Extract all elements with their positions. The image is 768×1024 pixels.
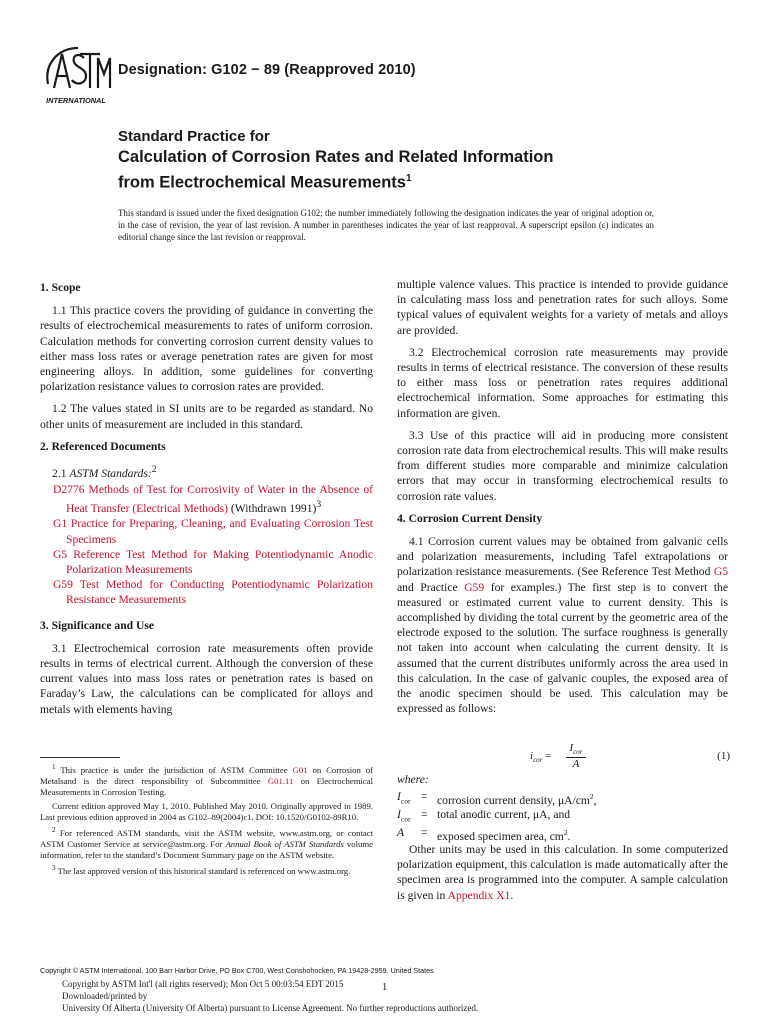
ref-code-link[interactable]: D2776 — [53, 483, 85, 497]
equation-1 — [530, 742, 730, 772]
definition-equals: = — [421, 807, 428, 821]
license-line-1: Copyright by ASTM Int'l (all rights reserved); Mon Oct 5 00:03:54 EDT 2015 — [62, 979, 344, 989]
document-title — [118, 147, 678, 194]
footnotes — [40, 762, 373, 880]
para-3-1: 3.1 Electrochemical corrosion rate measurements often provide results in terms of electrical current. Although the conversion of these current values into mass loss rates or penetration rates is based on Faraday’s Law, the calculations can be complicated for alloys and metals with elements having — [40, 641, 373, 716]
astm-logo-mark — [40, 44, 112, 108]
equation-fraction — [566, 742, 586, 770]
equation-lhs — [530, 750, 551, 764]
title-footnote-mark: 1 — [405, 173, 412, 184]
other-units-text: Other units may be used in this calculation. In some computerized polarization equipment, this calculation is made automatically after the specimen area is programmed into the computer. A sample calculation is given in — [397, 843, 728, 902]
equation-number: (1) — [717, 750, 730, 762]
definition-text — [437, 826, 571, 843]
footnote-2: $^2$ For referenced ASTM standards, visit the ASTM website, www.astm.org, or contact ASTM Customer Service at service@astm.org. For Annual Book of ASTM Standards volume information, refer to the standard’s Document Summary page on the ASTM website. — [40, 825, 373, 861]
para-1-2: 1.2 The values stated in SI units are to be regarded as standard. No other units of measurement are included in this standard. — [40, 402, 373, 431]
para-4-1-text-b: and Practice — [397, 580, 465, 594]
astm-logo — [40, 44, 112, 108]
definition-punctuation: . — [567, 829, 571, 843]
ref-g1 — [40, 516, 373, 546]
definition-superscript: 2 — [589, 792, 594, 801]
para-3-1-continued: multiple valence values. This practice is intended to provide guidance in calculating mass loss and penetration rates for such alloys. Some typical values of equivalent weights for a variety of metals and alloys are provided. — [397, 278, 728, 337]
definition-row — [397, 826, 597, 843]
definition-equals: = — [421, 825, 428, 839]
committee-g01-link[interactable]: G01 — [292, 764, 308, 775]
footnote-1-edition: Current edition approved May 1, 2010. Published May 2010. Originally approved in 1989. Last previous edition approved in 2004 as G102–89(2004)ε1. DOI: 10.1520/G0102-89R10. — [40, 800, 373, 822]
definition-symbol-letter: I — [397, 790, 401, 803]
ref-code-link[interactable]: G1 — [53, 517, 68, 531]
footnote-3-text: The last approved version of this historical standard is referenced on www.astm.org. — [57, 866, 351, 877]
other-units-end: . — [510, 888, 514, 902]
closing-paragraph — [397, 842, 728, 903]
definition-row — [397, 790, 597, 808]
g59-link[interactable]: G59 — [464, 580, 485, 594]
ref-code-link[interactable]: G5 — [53, 547, 68, 561]
definition-text-body: exposed specimen area, cm — [437, 829, 564, 843]
para-4-1 — [397, 534, 728, 716]
footnote-ref-2: 2 — [151, 464, 157, 476]
footnote-1-text: This practice is under the jurisdiction of ASTM Committee — [60, 764, 293, 775]
definition-equals: = — [421, 790, 428, 803]
license-line-2: Downloaded/printed by — [62, 991, 148, 1001]
section-3-heading: 3. Significance and Use — [40, 618, 155, 632]
section-4-heading: 4. Corrosion Current Density — [397, 511, 543, 525]
equation-lhs-subscript: cor — [533, 756, 543, 765]
appendix-x1-link[interactable]: Appendix X1 — [447, 888, 511, 902]
definition-superscript: 2 — [563, 827, 568, 837]
ref-d2776 — [40, 482, 373, 516]
page-number: 1 — [382, 982, 388, 993]
left-column — [40, 277, 373, 724]
definition-symbol-subscript: cor — [400, 796, 411, 806]
copyright-line: Copyright © ASTM International, 100 Barr Harbor Drive, PO Box C700, West Conshohocken, PA 19428-2959. United States — [40, 966, 434, 975]
definition-symbol-letter: I — [397, 807, 401, 821]
footnote-2-text-b: volume information, refer to the standard’s Document Summary page on the ASTM website. — [40, 839, 373, 861]
section-1-heading: 1. Scope — [40, 281, 81, 294]
para-4-1-text-c: for examples.) The first step is to convert the measured or estimated current value to current density. This is accomplished by dividing the total current by the geometric area of the electrode exposed to the solution. The surface roughness is generally not taken into account when calculating the current density. It is assumed that the current distributes uniformly across the area used in this calculation. In the case of galvanic couples, the exposed area of the anodic specimen should be used. This calculation may be expressed as follows: — [397, 580, 729, 716]
equation-numerator-symbol: I — [569, 742, 574, 754]
issuance-note: This standard is issued under the fixed designation G102; the number immediately following the designation indicates the year of original adoption or, in the case of revision, the year of last revision. A number in parentheses indicates the year of last reapproval. A superscript epsilon (ε) indicates an editorial change since the last revision or reapproval. — [118, 208, 654, 242]
para-4-1-text: 4.1 Corrosion current values may be obtained from galvanic cells and polarization measurements, including Tafel extrapolations or polarization resistance measurements. (See Reference Test Method — [397, 535, 728, 579]
para-1-1: 1.1 This practice covers the providing of guidance in converting the results of electrochemical measurements to rates of uniform corrosion. Calculation methods for converting corrosion current density values to either mass loss rates or average penetration rates are given for most engineering alloys. In addition, some guidelines for converting polarization resistance values to corrosion rates are provided. — [40, 304, 373, 394]
ref-title-link[interactable]: Methods of Test for Corrosivity of Water in the Absence of Heat Transfer (Electrical Methods) — [66, 483, 373, 516]
equation-denominator: A — [572, 758, 580, 771]
section-2-heading: 2. Referenced Documents — [40, 439, 166, 453]
footnote-divider — [40, 757, 120, 758]
where-label: where: — [397, 773, 429, 786]
definition-punctuation: , — [593, 793, 597, 807]
ref-title-link[interactable]: Practice for Preparing, Cleaning, and Evaluating Corrosion Test Specimens — [66, 517, 373, 546]
footnote-ref-3: 3 — [316, 499, 322, 511]
ref-code-link[interactable]: G59 — [53, 578, 73, 592]
subcommittee-g01-11-link[interactable]: G01.11 — [267, 776, 294, 787]
footnote-2-text: For referenced ASTM standards, visit the ASTM website, www.astm.org, or contact ASTM Customer Service at service@astm.org. For — [40, 827, 373, 849]
ref-title-link[interactable]: Reference Test Method for Making Potentiodynamic Anodic Polarization Measurements — [66, 547, 373, 576]
ref-title-link[interactable]: Test Method for Conducting Potentiodynamic Polarization Resistance Measurements — [66, 578, 373, 607]
astm-standards-label — [52, 462, 373, 481]
equation-numerator — [566, 742, 586, 758]
footnote-1: $^1$ This practice is under the jurisdiction of ASTM Committee G01 on Corrosion of Metalsand is the direct responsibility of Subcommittee G01.11 on Electrochemical Measurements in Corrosion Testing. — [40, 763, 374, 798]
right-column — [397, 277, 728, 723]
license-block — [62, 978, 478, 1014]
g5-link[interactable]: G5 — [713, 565, 728, 579]
variable-definitions — [397, 790, 597, 843]
footnote-1-text-b: on Corrosion of Metalsand is the direct responsibility of Subcommittee — [40, 764, 373, 787]
definition-symbol — [397, 808, 421, 826]
title-prefix: Standard Practice for — [118, 128, 270, 145]
definition-symbol-subscript: cor — [400, 814, 411, 824]
ref-suffix: (Withdrawn 1991) — [227, 502, 317, 516]
astm-standards-text: ASTM Standards: — [69, 466, 152, 480]
footnote-3: $^3$ The last approved version of this historical standard is referenced on www.astm.org. — [52, 864, 351, 877]
para-2-1-number: 2.1 — [52, 466, 70, 480]
equation-equals: = — [542, 750, 552, 762]
title-line2: from Electrochemical Measurements — [118, 173, 406, 192]
definition-row — [397, 808, 597, 826]
title-line1: Calculation of Corrosion Rates and Related Information — [118, 148, 554, 166]
other-units-paragraph — [397, 842, 728, 903]
para-3-2: 3.2 Electrochemical corrosion rate measurements may provide results in terms of electrical resistance. The conversion of these results to either mass loss or penetration rates requires additional electrochemical information. Some approaches for estimating this information are given. — [397, 345, 728, 420]
designation: Designation: G102 − 89 (Reapproved 2010) — [118, 62, 416, 78]
equation-lhs-symbol: i — [530, 750, 534, 762]
license-line-3: University Of Alberta (University Of Alberta) pursuant to License Agreement. No further reproductions authorized. — [62, 1003, 479, 1013]
ref-g59 — [40, 577, 373, 607]
para-3-3: 3.3 Use of this practice will aid in producing more consistent corrosion rate data from electrochemical results. This will make results from different studies more comparable and minimize calculation errors that may occur in transforming electrochemical results to corrosion rate values. — [397, 428, 728, 503]
footnote-2-italic: Annual Book of ASTM Standards — [225, 839, 344, 849]
equation-numerator-subscript: cor — [573, 748, 583, 757]
footnote-1-text-c: on Electrochemical Measurements in Corrosion Testing. — [40, 776, 374, 798]
definition-text: total anodic current, μA, and — [437, 807, 571, 821]
definition-symbol — [397, 790, 421, 808]
definition-text — [437, 790, 597, 808]
definition-symbol: A — [397, 825, 405, 839]
definition-text-body: corrosion current density, μA/cm — [437, 793, 590, 807]
ref-g5 — [40, 547, 373, 577]
astm-logo-subtext: INTERNATIONAL — [46, 96, 106, 105]
